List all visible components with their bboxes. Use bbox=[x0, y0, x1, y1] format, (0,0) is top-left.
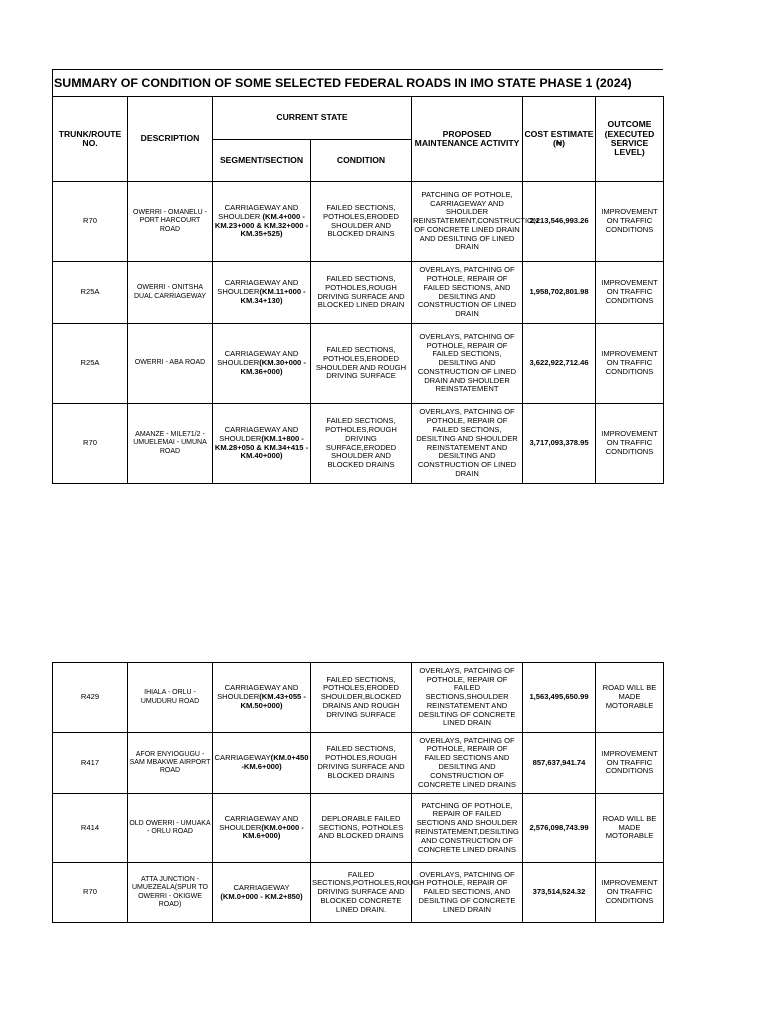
header-activity: PROPOSED MAINTENANCE ACTIVITY bbox=[412, 97, 523, 182]
segment-cell bbox=[213, 262, 311, 324]
segment-km: (KM.11+000 - KM.34+130) bbox=[240, 287, 306, 305]
outcome-cell: IMPROVEMENT ON TRAFFIC CONDITIONS bbox=[596, 324, 664, 404]
outcome-cell: IMPROVEMENT ON TRAFFIC CONDITIONS bbox=[596, 262, 664, 324]
document-title: SUMMARY OF CONDITION OF SOME SELECTED FEDERAL ROADS IN IMO STATE PHASE 1 (2024) bbox=[52, 70, 662, 96]
segment-cell bbox=[213, 324, 311, 404]
route-cell: R25A bbox=[53, 262, 128, 324]
route-cell: R25A bbox=[53, 324, 128, 404]
cost-cell: 3,622,922,712.46 bbox=[523, 324, 596, 404]
header-condition: CONDITION bbox=[311, 140, 412, 182]
segment-cell bbox=[213, 733, 311, 794]
segment-text: CARRIAGEWAY bbox=[214, 753, 271, 763]
route-cell: R70 bbox=[53, 404, 128, 484]
header-segment: SEGMENT/SECTION bbox=[213, 140, 311, 182]
table-row bbox=[53, 663, 664, 733]
segment-km: (KM.30+000 - KM.36+000) bbox=[240, 358, 306, 376]
description-cell: AFOR ENYIOGUGU - SAM MBAKWE AIRPORT ROAD bbox=[128, 733, 213, 794]
condition-cell: FAILED SECTIONS,POTHOLES,ROUGH DRIVING SURFACE AND BLOCKED CONCRETE LINED DRAIN. bbox=[311, 863, 412, 923]
cost-cell: 373,514,524.32 bbox=[523, 863, 596, 923]
route-cell: R429 bbox=[53, 663, 128, 733]
segment-km: (KM.0+000 - KM.6+000) bbox=[242, 822, 304, 841]
segment-km: (KM.1+800 - KM.28+050 & KM.34+415 - KM.40+000) bbox=[214, 433, 309, 461]
segment-text: CARRIAGEWAY AND SHOULDER bbox=[218, 202, 299, 221]
outcome-cell: IMPROVEMENT ON TRAFFIC CONDITIONS bbox=[596, 182, 664, 262]
segment-cell bbox=[213, 182, 311, 262]
route-cell: R70 bbox=[53, 182, 128, 262]
segment-cell bbox=[213, 863, 311, 923]
segment-km: (KM.43+055 - KM.50+000) bbox=[240, 692, 306, 710]
header-cost: COST ESTIMATE (₦) bbox=[523, 97, 596, 182]
activity-cell: PATCHING OF POTHOLE, REPAIR OF FAILED SECTIONS AND SHOULDER REINSTATEMENT,DESILTING AND CONSTRUCTION OF CONCRETE LINED DRAINS bbox=[412, 794, 523, 863]
cost-cell: 857,637,941.74 bbox=[523, 733, 596, 794]
activity-cell: OVERLAYS, PATCHING OF POTHOLE, REPAIR OF FAILED SECTIONS AND DESILTING AND CONSTRUCTION OF CONCRETE LINED DRAINS bbox=[412, 733, 523, 794]
activity-cell: OVERLAYS, PATCHING OF POTHOLE, REPAIR OF FAILED SECTIONS, DESILTING AND CONSTRUCTION OF LINED DRAIN AND SHOULDER REINSTATEMENT bbox=[412, 324, 523, 404]
table-row bbox=[53, 863, 664, 923]
segment-text: CARRIAGEWAY AND SHOULDER bbox=[219, 424, 299, 443]
condition-cell: FAILED SECTIONS, POTHOLES,ERODED SHOULDER AND BLOCKED DRAINS bbox=[311, 182, 412, 262]
outcome-cell: ROAD WILL BE MADE MOTORABLE bbox=[596, 663, 664, 733]
segment-text: CARRIAGEWAY AND SHOULDER bbox=[217, 683, 299, 702]
description-cell: OWERRI - ONITSHA DUAL CARRIAGEWAY bbox=[128, 262, 213, 324]
roads-table-page-2 bbox=[52, 662, 664, 923]
cost-cell: 2,576,098,743.99 bbox=[523, 794, 596, 863]
condition-cell: FAILED SECTIONS, POTHOLES,ROUGH DRIVING SURFACE AND BLOCKED DRAINS bbox=[311, 733, 412, 794]
header-outcome: OUTCOME (EXECUTED SERVICE LEVEL) bbox=[596, 97, 664, 182]
cost-cell: 1,958,702,801.98 bbox=[523, 262, 596, 324]
description-cell: IHIALA - ORLU - UMUDURU ROAD bbox=[128, 663, 213, 733]
roads-table-page-1 bbox=[52, 96, 664, 484]
description-cell: OLD OWERRI - UMUAKA - ORLU ROAD bbox=[128, 794, 213, 863]
segment-km: (KM.0+000 - KM.2+850) bbox=[220, 891, 303, 901]
description-cell: ATTA JUNCTION - UMUEZEALA(SPUR TO OWERRI - OKIGWE ROAD) bbox=[128, 863, 213, 923]
segment-text: CARRIAGEWAY AND SHOULDER bbox=[217, 349, 299, 368]
segment-text: CARRIAGEWAY AND SHOULDER bbox=[217, 278, 299, 297]
segment-km: (KM.0+450 -KM.6+000) bbox=[241, 753, 309, 771]
route-cell: R70 bbox=[53, 863, 128, 923]
route-cell: R414 bbox=[53, 794, 128, 863]
table-row bbox=[53, 324, 664, 404]
route-cell: R417 bbox=[53, 733, 128, 794]
outcome-cell: ROAD WILL BE MADE MOTORABLE bbox=[596, 794, 664, 863]
condition-cell: FAILED SECTIONS, POTHOLES,ROUGH DRIVING SURFACE,ERODED SHOULDER AND BLOCKED DRAINS bbox=[311, 404, 412, 484]
condition-cell: FAILED SECTIONS, POTHOLES,ERODED SHOULDER AND ROUGH DRIVING SURFACE bbox=[311, 324, 412, 404]
condition-cell: DEPLORABLE FAILED SECTIONS, POTHOLES AND BLOCKED DRAINS bbox=[311, 794, 412, 863]
outcome-cell: IMPROVEMENT ON TRAFFIC CONDITIONS bbox=[596, 404, 664, 484]
segment-text: CARRIAGEWAY bbox=[233, 882, 290, 892]
condition-cell: FAILED SECTIONS, POTHOLES,ERODED SHOULDER,BLOCKED DRAINS AND ROUGH DRIVING SURFACE bbox=[311, 663, 412, 733]
description-cell: OWERRI - OMANELU - PORT HARCOURT ROAD bbox=[128, 182, 213, 262]
cost-cell: 3,717,093,378.95 bbox=[523, 404, 596, 484]
activity-cell: OVERLAYS, PATCHING OF POTHOLE, REPAIR OF FAILED SECTIONS,SHOULDER REINSTATEMENT AND DESILTING OF CONCRETE LINED DRAIN bbox=[412, 663, 523, 733]
activity-cell: OVERLAYS, PATCHING OF POTHOLE, REPAIR OF FAILED SECTIONS, DESILTING AND SHOULDER REINSTATEMENT AND DESILTING AND CONSTRUCTION OF LINED DRAIN bbox=[412, 404, 523, 484]
cost-cell: 2,213,546,993.26 bbox=[523, 182, 596, 262]
table-row bbox=[53, 182, 664, 262]
description-cell: AMANZE - MILE71/2 - UMUELEMAI - UMUNA ROAD bbox=[128, 404, 213, 484]
header-trunk: TRUNK/ROUTE NO. bbox=[53, 97, 128, 182]
activity-cell: OVERLAYS, PATCHING OF POTHOLE, REPAIR OF FAILED SECTIONS, AND DESILTING OF CONCRETE LINED DRAIN bbox=[412, 863, 523, 923]
outcome-cell: IMPROVEMENT ON TRAFFIC CONDITIONS bbox=[596, 733, 664, 794]
description-cell: OWERRI - ABA ROAD bbox=[128, 324, 213, 404]
table-row bbox=[53, 794, 664, 863]
segment-cell bbox=[213, 794, 311, 863]
header-description: DESCRIPTION bbox=[128, 97, 213, 182]
cost-cell: 1,563,495,650.99 bbox=[523, 663, 596, 733]
activity-cell: PATCHING OF POTHOLE, CARRIAGEWAY AND SHOULDER REINSTATEMENT,CONSTRUCTION OF CONCRETE LINED DRAIN AND DESILTING OF LINED DRAIN bbox=[412, 182, 523, 262]
segment-text: CARRIAGEWAY AND SHOULDER bbox=[219, 813, 299, 832]
activity-cell: OVERLAYS, PATCHING OF POTHOLE, REPAIR OF FAILED SECTIONS, AND DESILTING AND CONSTRUCTION OF LINED DRAIN bbox=[412, 262, 523, 324]
table-row bbox=[53, 733, 664, 794]
outcome-cell: IMPROVEMENT ON TRAFFIC CONDITIONS bbox=[596, 863, 664, 923]
table-row bbox=[53, 404, 664, 484]
segment-cell bbox=[213, 404, 311, 484]
table-row bbox=[53, 262, 664, 324]
condition-cell: FAILED SECTIONS, POTHOLES,ROUGH DRIVING SURFACE AND BLOCKED LINED DRAIN bbox=[311, 262, 412, 324]
segment-cell bbox=[213, 663, 311, 733]
header-current-state: CURRENT STATE bbox=[213, 97, 412, 140]
segment-km: (KM.4+000 - KM.23+000 & KM.32+000 -KM.35+525) bbox=[214, 211, 309, 239]
